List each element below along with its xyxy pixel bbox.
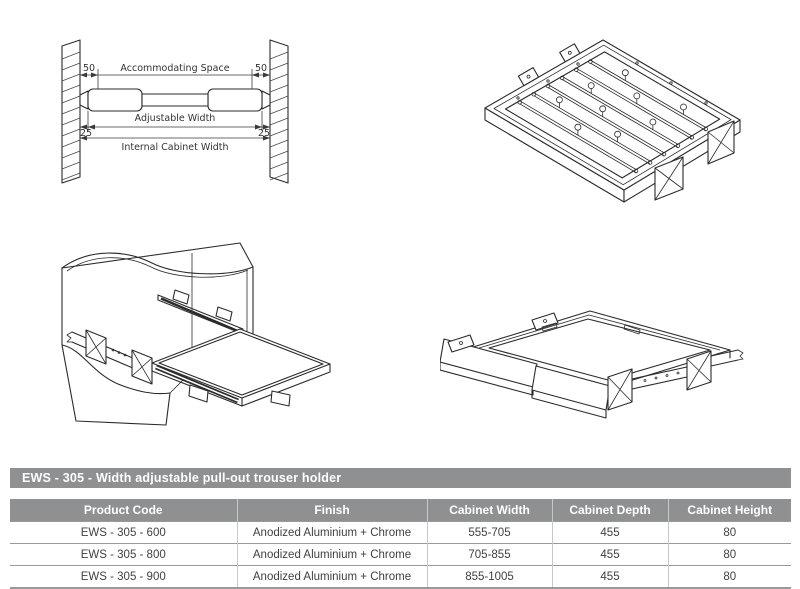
width-adjust-cross-rail xyxy=(67,330,152,384)
cell-cabinet-height: 80 xyxy=(668,544,791,566)
right-wall xyxy=(270,40,288,183)
col-header-finish: Finish xyxy=(237,499,427,522)
col-header-cabinet-width: Cabinet Width xyxy=(427,499,552,522)
cell-cabinet-height: 80 xyxy=(668,522,791,544)
spec-row-ews-305-800 xyxy=(10,544,791,566)
spec-header-row xyxy=(10,499,791,522)
dim-50-left: 50 xyxy=(82,63,96,74)
col-header-cabinet-depth: Cabinet Depth xyxy=(552,499,668,522)
rear-slide-rail xyxy=(158,290,243,334)
cell-finish: Anodized Aluminium + Chrome xyxy=(237,566,427,589)
dim-25-left: 25 xyxy=(79,128,93,139)
cell-cabinet-height: 80 xyxy=(668,566,791,589)
spec-row-ews-305-900 xyxy=(10,566,791,589)
left-wall xyxy=(62,40,80,183)
cell-cabinet-width: 555-705 xyxy=(427,522,552,544)
trouser-holder-isometric-drawing xyxy=(440,8,795,233)
pullout-frame xyxy=(152,329,330,406)
cell-cabinet-depth: 455 xyxy=(552,566,668,589)
frame-isometric-drawing xyxy=(440,278,795,473)
cell-product-code: EWS - 305 - 900 xyxy=(10,566,237,589)
col-header-cabinet-height: Cabinet Height xyxy=(668,499,791,522)
cell-product-code: EWS - 305 - 800 xyxy=(10,544,237,566)
dim-25-right: 25 xyxy=(257,128,271,139)
cell-product-code: EWS - 305 - 600 xyxy=(10,522,237,544)
cabinet-pullout-drawing xyxy=(40,233,460,453)
telescopic-rod xyxy=(80,89,270,111)
spec-row-ews-305-600 xyxy=(10,522,791,544)
cell-finish: Anodized Aluminium + Chrome xyxy=(237,522,427,544)
dim-50-right: 50 xyxy=(254,63,268,74)
product-title: EWS - 305 - Width adjustable pull-out trouser holder xyxy=(22,471,342,485)
width-dimension-diagram xyxy=(50,13,300,193)
frame-body xyxy=(485,40,740,202)
col-header-product-code: Product Code xyxy=(10,499,237,522)
cell-cabinet-depth: 455 xyxy=(552,522,668,544)
cell-cabinet-depth: 455 xyxy=(552,544,668,566)
cell-cabinet-width: 855-1005 xyxy=(427,566,552,589)
accommodating-space-label: Accommodating Space xyxy=(120,63,230,74)
product-title-banner xyxy=(10,468,791,488)
cell-cabinet-width: 705-855 xyxy=(427,544,552,566)
adjustable-width-label: Adjustable Width xyxy=(134,113,216,124)
cell-finish: Anodized Aluminium + Chrome xyxy=(237,544,427,566)
spec-table xyxy=(10,499,791,589)
internal-cabinet-width-label: Internal Cabinet Width xyxy=(121,142,229,153)
